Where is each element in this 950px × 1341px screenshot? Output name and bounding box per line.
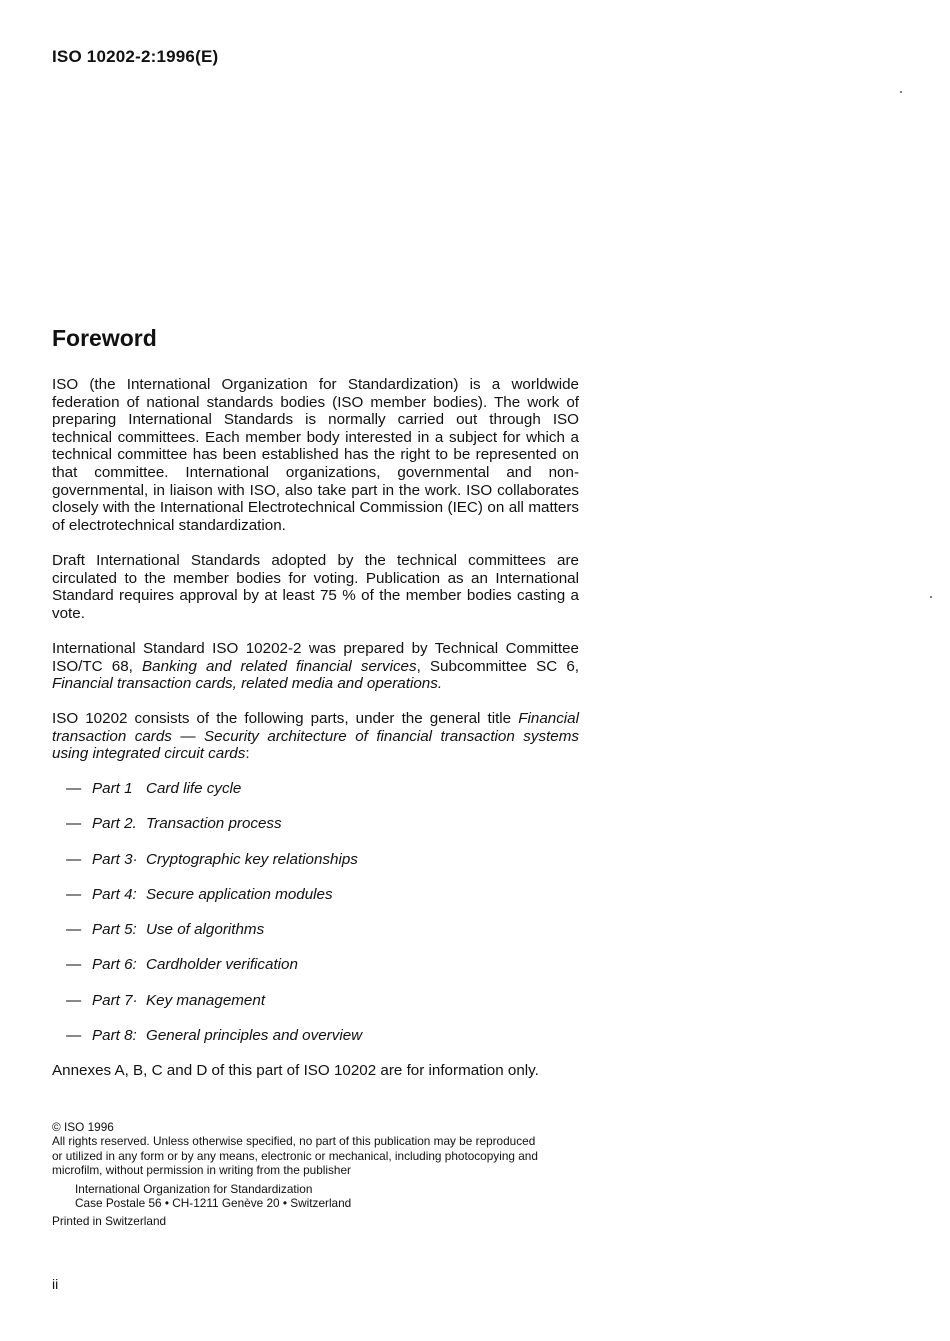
part-number: Part 5:	[92, 921, 137, 939]
paragraph-3-text-c: , Subcommittee SC 6,	[416, 657, 580, 675]
rights-statement-line-3: microfilm, without permission in writing from the publisher	[52, 1163, 351, 1178]
list-item	[66, 1027, 362, 1062]
part-name: General principles and overview	[146, 1027, 363, 1045]
paragraph-4-text-c: :	[245, 745, 250, 763]
list-item	[66, 921, 362, 956]
organization-name: International Organization for Standardization	[75, 1181, 313, 1196]
foreword-paragraph-2: Draft International Standards adopted by the technical committees are circulated to the member bodies for voting. Publication as an International Standard requires approval by at least 75 % of the member bodies casting a vote.	[52, 552, 579, 622]
part-number: Part 7·	[92, 991, 138, 1009]
paragraph-4-text-a: ISO 10202 consists of the following parts, under the general title	[52, 710, 519, 727]
list-dash: —	[66, 921, 82, 939]
parts-list	[66, 780, 362, 1062]
list-dash: —	[66, 991, 82, 1009]
list-dash: —	[66, 956, 82, 974]
page-number: ii	[52, 1276, 59, 1292]
list-item	[66, 815, 362, 850]
section-title: Foreword	[52, 325, 157, 351]
list-dash: —	[66, 850, 82, 868]
scan-speck	[930, 596, 932, 598]
committee-title: Banking and related financial services	[142, 657, 417, 675]
list-item	[66, 956, 362, 991]
part-name: Secure application modules	[146, 885, 333, 903]
part-number: Part 4:	[92, 885, 137, 903]
list-item	[66, 992, 362, 1027]
part-number: Part 1	[92, 780, 133, 797]
rights-statement-line-2: or utilized in any form or by any means, electronic or mechanical, including photocopying and	[52, 1148, 538, 1163]
rights-statement-line-1: All rights reserved. Unless otherwise specified, no part of this publication may be reproduced	[52, 1134, 536, 1149]
part-number: Part 3·	[92, 850, 138, 868]
foreword-paragraph-3	[52, 640, 579, 693]
list-dash: —	[66, 815, 82, 833]
list-dash: —	[66, 885, 82, 903]
foreword-paragraph-1: ISO (the International Organization for Standardization) is a worldwide federation of national standards bodies (ISO member bodies). The work of preparing International Standards is normally carried out through ISO technical committees. Each member body interested in a subject for which a technical committee has been established has the right to be represented on that committee. International organizations, governmental and non-governmental, in liaison with ISO, also take part in the work. ISO collaborates closely with the International Electrotechnical Commission (IEC) on all matters of electrotechnical standardization.	[52, 376, 579, 534]
annexes-note: Annexes A, B, C and D of this part of ISO 10202 are for information only.	[52, 1062, 539, 1079]
copyright-block	[52, 1120, 582, 1229]
printed-location: Printed in Switzerland	[52, 1214, 167, 1229]
part-name: Cardholder verification	[146, 956, 298, 974]
list-item	[66, 780, 362, 815]
copyright-notice: © ISO 1996	[52, 1120, 114, 1134]
foreword-paragraph-4	[52, 710, 579, 763]
list-item	[66, 886, 362, 921]
general-title: Financial transaction cards — Security architecture of financial transaction systems using integrated circuit cards	[52, 710, 579, 763]
organization-address: Case Postale 56 • CH-1211 Genève 20 • Switzerland	[75, 1196, 352, 1211]
document-id-header: ISO 10202-2:1996(E)	[52, 47, 219, 66]
paragraph-3-text-a: International Standard ISO 10202-2 was prepared by Technical Committee ISO/TC 68,	[52, 640, 579, 675]
part-name: Transaction process	[146, 815, 282, 833]
list-dash: —	[66, 1027, 82, 1045]
part-number: Part 6:	[92, 956, 137, 974]
part-name: Cryptographic key relationships	[146, 850, 358, 868]
subcommittee-title: Financial transaction cards, related media and operations.	[52, 675, 443, 693]
scan-speck	[900, 91, 902, 93]
part-number: Part 8:	[92, 1027, 137, 1045]
part-name: Key management	[146, 991, 266, 1009]
list-item	[66, 851, 362, 886]
list-dash: —	[66, 780, 82, 797]
part-number: Part 2.	[92, 815, 137, 833]
part-name: Use of algorithms	[146, 921, 265, 939]
part-name: Card life cycle	[146, 780, 242, 797]
